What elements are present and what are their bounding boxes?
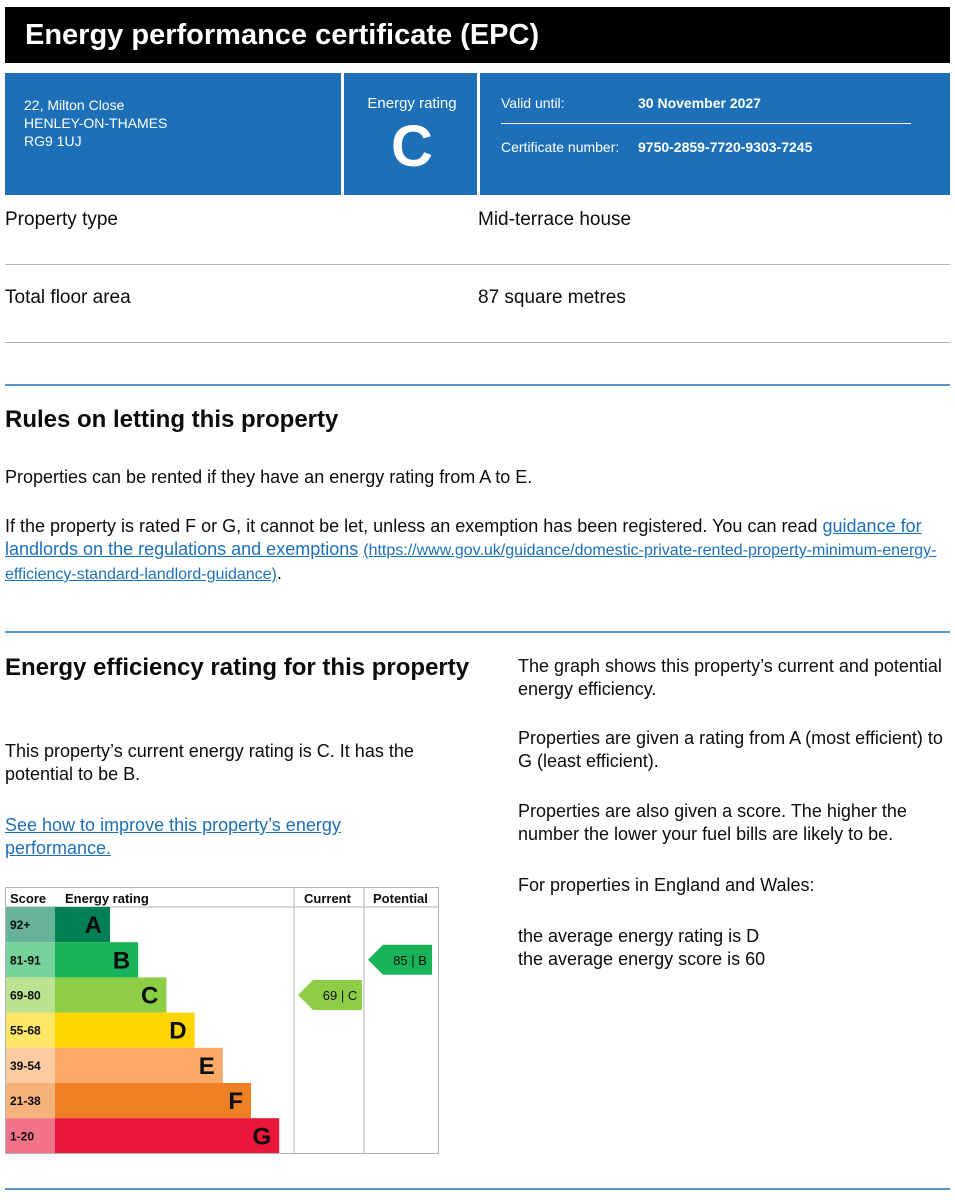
landlord-guidance-url[interactable]: (https://www.gov.uk/guidance/domestic-private-rented-property-minimum-energy-efficiency-standard-landlord-guidance) <box>5 542 937 583</box>
energy-rating-chart <box>5 887 439 1154</box>
valid-until-value: 30 November 2027 <box>638 95 761 111</box>
score-band-label: 1-20 <box>10 1129 35 1144</box>
certificate-number-label: Certificate number: <box>501 139 620 155</box>
summary-banner <box>5 73 950 195</box>
score-band-label: 92+ <box>10 918 31 933</box>
score-band-label: 39-54 <box>10 1058 41 1073</box>
valid-until-label: Valid until: <box>501 95 565 111</box>
address-line: RG9 1UJ <box>24 133 82 149</box>
rating-band-bar <box>55 1118 279 1153</box>
section-divider <box>5 631 950 633</box>
divider <box>501 123 911 124</box>
certificate-number-value: 9750-2859-7720-9303-7245 <box>638 139 813 155</box>
rating-band-letter: E <box>198 1052 215 1080</box>
floor-area-label: Total floor area <box>5 287 131 308</box>
energy-rating-value: C <box>391 114 433 179</box>
rules-paragraph: Properties can be rented if they have an energy rating from A to E. <box>5 467 533 487</box>
graph-explanation: The graph shows this property’s current and potential energy efficiency. <box>518 656 942 699</box>
rating-band-letter: D <box>169 1017 187 1045</box>
chart-column-header: Energy rating <box>65 891 149 906</box>
score-explanation: Properties are also given a score. The higher the number the lower your fuel bills are likely to be. <box>518 801 907 844</box>
energy-rating-graph <box>6 888 438 1153</box>
rating-band-letter: A <box>84 912 102 940</box>
section-divider <box>5 1188 950 1190</box>
floor-area-row <box>5 265 950 343</box>
divider <box>341 73 344 195</box>
score-band-label: 55-68 <box>10 1023 41 1038</box>
average-score: the average energy score is 60 <box>518 949 766 969</box>
rules-guidance-paragraph <box>5 515 955 586</box>
rules-guidance-text: If the property is rated F or G, it cannot be let, unless an exemption has been registered. You can read <box>5 516 818 536</box>
title-bar <box>5 7 950 63</box>
rating-band-letter: G <box>252 1123 272 1151</box>
efficiency-heading: Energy efficiency rating for this property <box>5 654 470 681</box>
rating-explanation: Properties are given a rating from A (most efficient) to G (least efficient). <box>518 728 943 771</box>
divider <box>477 73 480 195</box>
property-type-row <box>5 187 950 265</box>
average-rating: the average energy rating is D <box>518 926 760 946</box>
rules-heading: Rules on letting this property <box>5 406 339 433</box>
improve-paragraph <box>5 814 405 860</box>
landlord-guidance-link[interactable]: guidance for landlords on the regulations and exemptions <box>5 516 922 559</box>
rating-band-letter: B <box>112 947 131 975</box>
chart-column-header: Current <box>304 891 351 906</box>
rating-band-letter: C <box>141 982 159 1010</box>
england-wales-label: For properties in England and Wales: <box>518 875 815 895</box>
chart-column-header: Score <box>10 891 47 906</box>
efficiency-intro: This property’s current energy rating is C. It has the potential to be B. <box>5 741 414 784</box>
potential-rating-label: 85 | B <box>393 952 427 968</box>
current-rating-label: 69 | C <box>322 988 358 1003</box>
rating-band-letter: F <box>228 1088 243 1116</box>
property-type-label: Property type <box>5 209 118 230</box>
floor-area-value: 87 square metres <box>478 287 626 308</box>
improve-energy-link[interactable]: See how to improve this property’s energy performance. <box>5 815 341 858</box>
score-band-label: 69-80 <box>10 988 41 1003</box>
address-line: 22, Milton Close <box>24 97 125 113</box>
score-band-label: 21-38 <box>10 1094 41 1109</box>
energy-rating-label: Energy rating <box>367 95 457 112</box>
score-band-label: 81-91 <box>10 953 41 968</box>
rating-band-bar <box>55 1048 223 1083</box>
property-type-value: Mid-terrace house <box>478 209 632 230</box>
address-line: HENLEY-ON-THAMES <box>24 115 168 131</box>
chart-column-header: Potential <box>373 891 428 906</box>
rating-band-bar <box>55 1083 251 1118</box>
section-divider <box>5 384 950 386</box>
page-title: Energy performance certificate (EPC) <box>25 19 540 51</box>
rules-guidance-end: . <box>276 563 282 583</box>
address-block <box>24 96 167 150</box>
